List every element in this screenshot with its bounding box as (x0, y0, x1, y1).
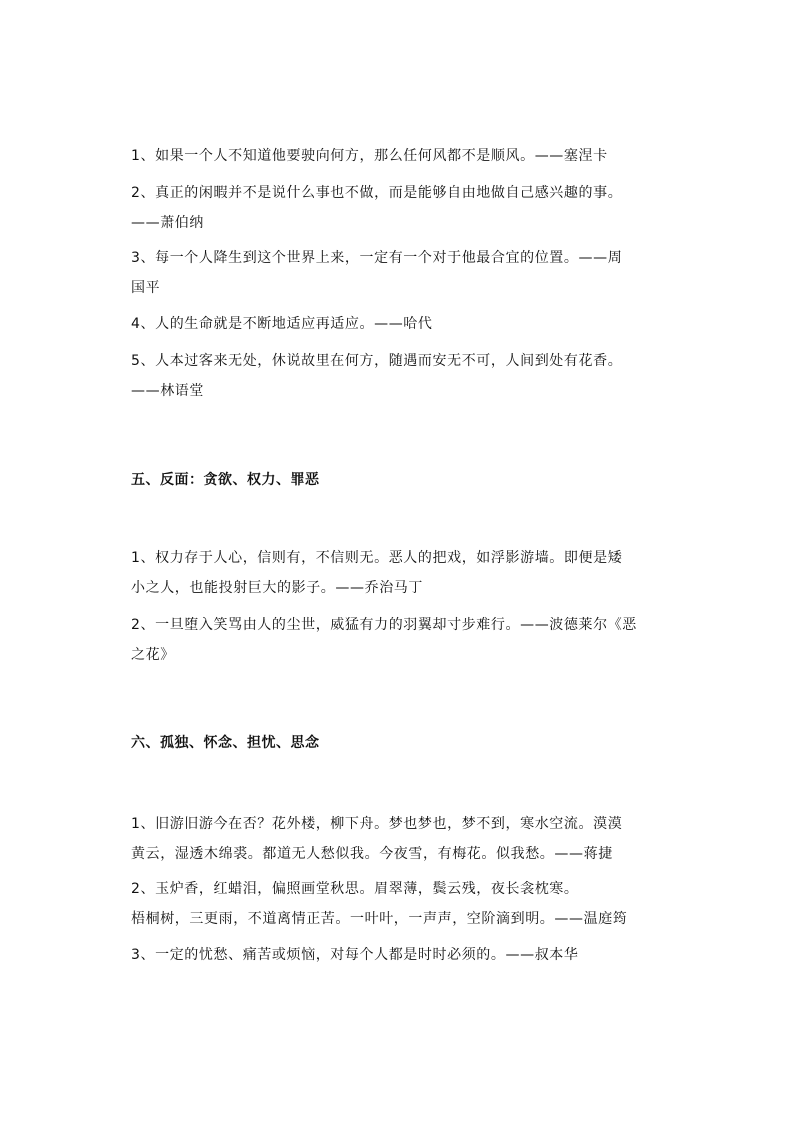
quote-line: ——萧伯纳 (131, 215, 204, 231)
quote-line: 梧桐树，三更雨，不道离情正苦。一叶叶，一声声，空阶滴到明。——温庭筠 (131, 911, 628, 927)
quote-6-3 (131, 940, 671, 970)
quote-line: 黄云，湿透木绵裘。都道无人愁似我。今夜雪，有梅花。似我愁。——蒋捷 (131, 846, 613, 862)
quote-line: ——林语堂 (131, 383, 204, 399)
quote-5-2 (131, 610, 671, 670)
quote-line: 之花》 (131, 647, 175, 663)
quote-line: 2、一旦堕入笑骂由人的尘世，威猛有力的羽翼却寸步难行。——波德莱尔《恶 (131, 617, 637, 633)
quote-4-5 (131, 346, 671, 406)
quote-line: 小之人，也能投射巨大的影子。——乔治马丁 (131, 580, 423, 596)
quote-line: 1、权力存于人心，信则有，不信则无。恶人的把戏，如浮影游墙。即便是矮 (131, 550, 623, 566)
quote-line: 国平 (131, 280, 161, 296)
quote-line: 2、玉炉香，红蜡泪，偏照画堂秋思。眉翠薄，鬓云残，夜长衾枕寒。 (131, 881, 579, 897)
quote-line: 3、一定的忧愁、痛苦或烦恼，对每个人都是时时必须的。——叔本华 (131, 947, 579, 963)
quote-4-2 (131, 178, 671, 238)
section-heading-5: 五、反面：贪欲、权力、罪恶 (131, 472, 320, 488)
quote-line: 4、人的生命就是不断地适应再适应。——哈代 (131, 316, 433, 332)
quote-4-3 (131, 243, 671, 303)
quote-line: 3、每一个人降生到这个世界上来，一定有一个对于他最合宜的位置。——周 (131, 250, 623, 266)
quote-5-1 (131, 543, 671, 603)
quote-line: 1、旧游旧游今在否？花外楼，柳下舟。梦也梦也，梦不到，寒水空流。漠漠 (131, 816, 623, 832)
quote-line: 5、人本过客来无处，休说故里在何方，随遇而安无不可，人间到处有花香。 (131, 353, 623, 369)
quote-4-1 (131, 141, 671, 171)
quote-line: 1、如果一个人不知道他要驶向何方，那么任何风都不是顺风。——塞涅卡 (131, 148, 608, 164)
quote-6-1 (131, 809, 671, 869)
quote-6-2 (131, 874, 671, 934)
quote-4-4 (131, 309, 671, 339)
quote-line: 2、真正的闲暇并不是说什么事也不做，而是能够自由地做自己感兴趣的事。 (131, 185, 623, 201)
section-heading-6: 六、孤独、怀念、担忧、思念 (131, 735, 320, 751)
